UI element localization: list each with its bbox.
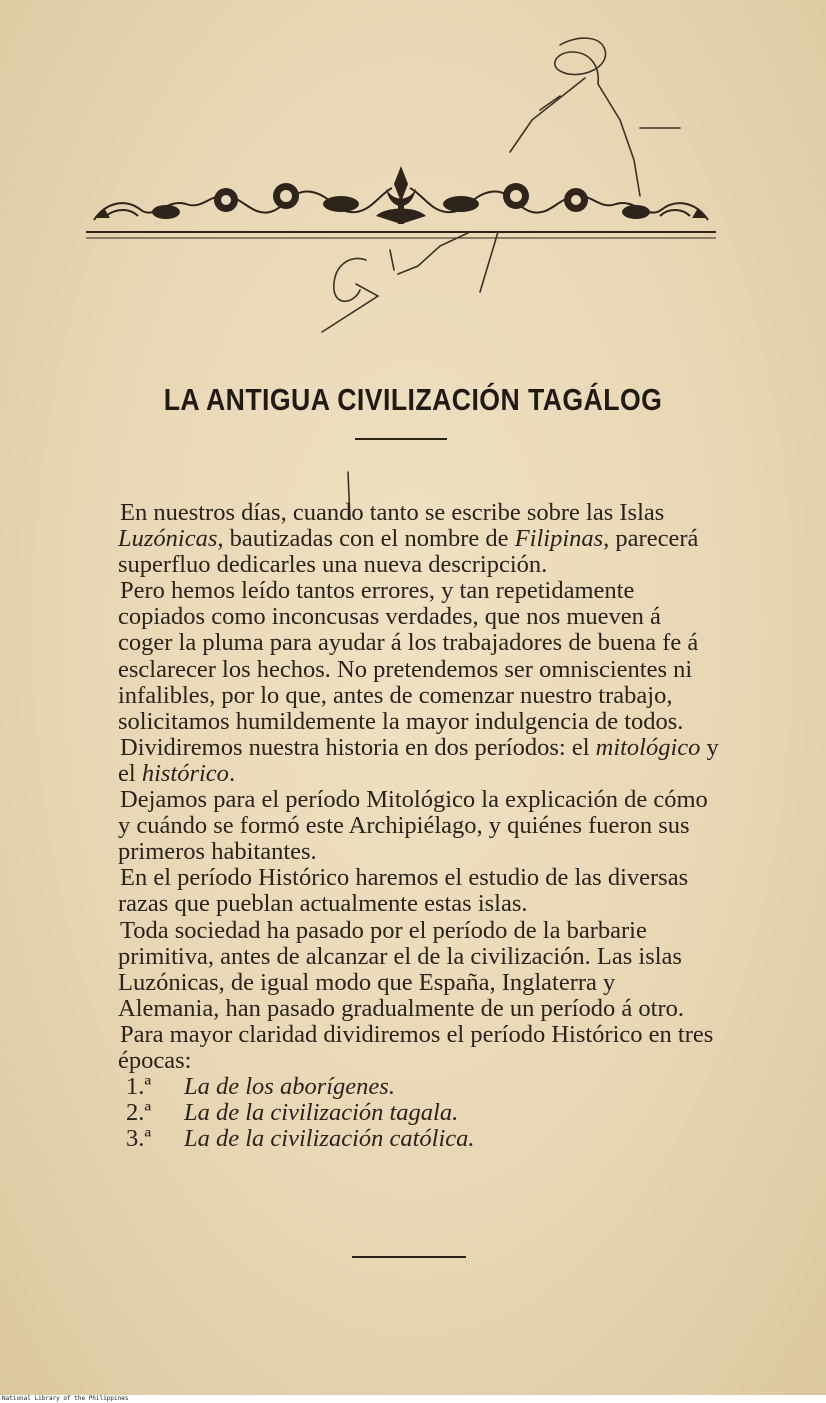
text-run: En nuestros días, cuando tanto se escribe sobre las Islas [120, 499, 665, 526]
body-text [118, 500, 720, 1152]
paragraph-1 [118, 500, 720, 578]
text-run: , parecerá superfluo dedicarles una nueva descripción. [118, 525, 699, 579]
text-run: y el [118, 733, 719, 787]
page-title: LA ANTIGUA CIVILIZACIÓN TAGÁLOG [163, 382, 663, 417]
paragraph-2: Pero hemos leído tantos errores, y tan repetidamente copiados como inconcusas verdades, que nos mueven á coger la pluma para ayudar á los trabajadores de buena fe á esclarecer los hechos. No pretendemos ser omniscientes ni infalibles, por lo que, antes de comenzar nuestro trabajo, solicitamos humildemente la mayor indulgencia de todos. [118, 577, 699, 735]
paragraph-3 [118, 735, 720, 787]
epoch-number: 3.ª [126, 1125, 152, 1153]
pencil-marks [0, 0, 826, 520]
italic-run: mitológico [595, 733, 701, 761]
text-run: Dividiremos nuestra historia en dos períodos: el [120, 733, 596, 761]
closing-rule [352, 1256, 466, 1258]
italic-run: Filipinas [514, 525, 604, 553]
text-run: . [228, 759, 236, 787]
epoch-number: 2.ª [126, 1099, 152, 1127]
epoch-number: 1.ª [126, 1073, 152, 1101]
epoch-item [126, 1100, 720, 1126]
epoch-text: La de los aborígenes. [184, 1073, 395, 1101]
italic-run: histórico [141, 759, 229, 787]
epoch-item [126, 1074, 720, 1100]
epoch-text: La de la civilización católica. [184, 1125, 475, 1153]
text-run: , bautizadas con el nombre de [217, 525, 515, 553]
title-rule [355, 438, 447, 440]
italic-run: Luzónicas [118, 525, 218, 553]
printers-ornament [86, 158, 716, 246]
paragraph-5: En el período Histórico haremos el estudio de las diversas razas que pueblan actualmente estas islas. [118, 864, 689, 918]
epoch-item [126, 1126, 720, 1152]
paragraph-7: Para mayor claridad dividiremos el período Histórico en tres épocas: [118, 1020, 714, 1074]
paragraph-4: Dejamos para el período Mitológico la explicación de cómo y cuándo se formó este Archipiélago, y quiénes fueron sus primeros habitantes. [118, 786, 708, 866]
paragraph-6: Toda sociedad ha pasado por el período de la barbarie primitiva, antes de alcanzar el de la civilización. Las islas Luzónicas, de igual modo que España, Inglaterra y Alemania, han pasado gradualmente de un período á otro. [118, 916, 685, 1022]
footer-credit: National Library of the Philippines [2, 1395, 129, 1402]
epoch-text: La de la civilización tagala. [184, 1099, 459, 1127]
